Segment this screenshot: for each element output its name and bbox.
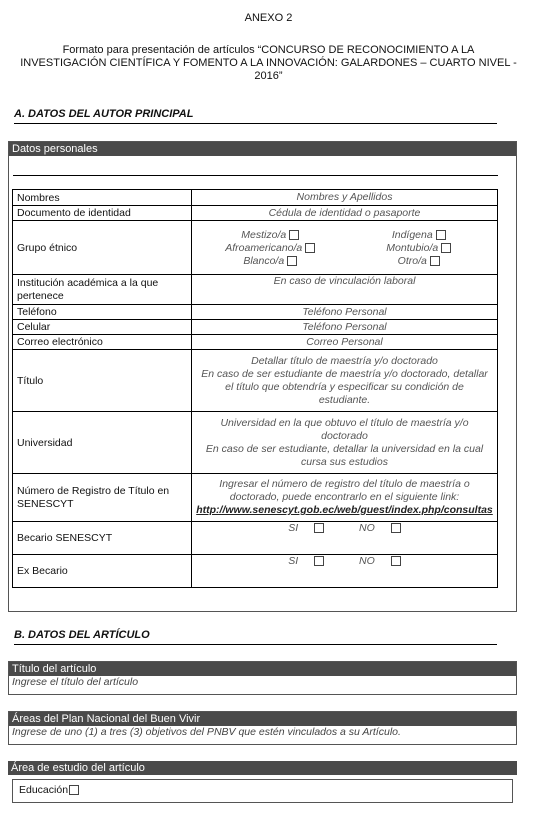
option-otro[interactable]: Otro/a [345,255,494,267]
field-registro[interactable]: Ingresar el número de registro del título de maestría o doctorado, puede encontrarlo en el siguiente link: http://www.senescyt.gob.ec/web/guest/index.php/consultas [192,474,498,522]
label-celular: Celular [13,320,192,335]
senescyt-link[interactable]: http://www.senescyt.gob.ec/web/guest/index.php/consultas [196,504,493,516]
study-area-field [12,779,513,803]
field-telefono[interactable]: Teléfono Personal [192,305,498,320]
personal-data-table [12,175,498,588]
section-b-heading: B. DATOS DEL ARTÍCULO [14,629,150,641]
field-celular[interactable]: Teléfono Personal [192,320,498,335]
checkbox-icon[interactable] [391,523,401,533]
label-documento: Documento de identidad [13,206,192,221]
section-a-rule [14,123,497,124]
label-registro: Número de Registro de Título en SENESCYT [13,474,192,522]
checkbox-icon[interactable] [314,556,324,566]
checkbox-icon[interactable] [287,256,297,266]
checkbox-icon[interactable] [289,230,299,240]
pnbv-areas-panel [8,711,517,745]
article-title-input[interactable]: Ingrese el título del artículo [12,676,139,688]
checkbox-icon[interactable] [391,556,401,566]
section-a-heading: A. DATOS DEL AUTOR PRINCIPAL [14,108,194,120]
field-titulo[interactable]: Detallar título de maestría y/o doctorado En caso de ser estudiante de maestría y/o doctorado, detallar el título que obtendría y especificar su condición de estudiante. [192,350,498,412]
field-institucion[interactable]: En caso de vinculación laboral [192,275,498,305]
intro-line-3: 2016” [254,70,283,82]
intro-text [10,44,527,83]
article-title-panel [8,661,517,695]
study-area-panel [8,761,517,807]
label-titulo: Título [13,350,192,412]
field-exbecario [192,555,498,588]
checkbox-icon[interactable] [430,256,440,266]
label-correo: Correo electrónico [13,335,192,350]
option-exbecario-si[interactable]: SI [280,555,332,567]
pnbv-areas-input[interactable]: Ingrese de uno (1) a tres (3) objetivos del PNBV que estén vinculados a su Artículo. [12,726,401,738]
option-blanco[interactable]: Blanco/a [196,255,345,267]
checkbox-icon[interactable] [69,785,79,795]
study-area-header: Área de estudio del artículo [8,761,517,775]
field-becario [192,522,498,555]
option-becario-no[interactable]: NO [351,522,409,534]
checkbox-icon[interactable] [305,243,315,253]
checkbox-icon[interactable] [441,243,451,253]
field-correo[interactable]: Correo Personal [192,335,498,350]
personal-data-header: Datos personales [9,142,516,156]
option-educacion[interactable]: Educación [19,784,79,796]
label-telefono: Teléfono [13,305,192,320]
checkbox-icon[interactable] [314,523,324,533]
label-becario: Becario SENESCYT [13,522,192,555]
option-montubio[interactable]: Montubio/a [345,242,494,254]
label-universidad: Universidad [13,412,192,474]
section-b-rule [14,644,497,645]
label-grupo-etnico: Grupo étnico [13,221,192,275]
option-indigena[interactable]: Indígena [345,229,494,241]
label-nombres: Nombres [13,190,192,206]
field-documento[interactable]: Cédula de identidad o pasaporte [192,206,498,221]
option-afroamericano[interactable]: Afroamericano/a [196,242,345,254]
label-exbecario: Ex Becario [13,555,192,588]
field-universidad[interactable]: Universidad en la que obtuvo el título de maestría y/o doctorado En caso de ser estudiante, detallar la universidad en la cual cursa sus estudios [192,412,498,474]
intro-line-2: INVESTIGACIÓN CIENTÍFICA Y FOMENTO A LA INNOVACIÓN: GALARDONES – CUARTO NIVEL - [20,57,517,69]
article-title-header: Título del artículo [9,662,516,676]
pnbv-areas-header: Áreas del Plan Nacional del Buen Vivir [9,712,516,726]
field-grupo-etnico [192,221,498,275]
option-exbecario-no[interactable]: NO [351,555,409,567]
option-mestizo[interactable]: Mestizo/a [196,229,345,241]
option-becario-si[interactable]: SI [280,522,332,534]
annex-title: ANEXO 2 [244,12,293,24]
intro-line-1: Formato para presentación de artículos “CONCURSO DE RECONOCIMIENTO A LA [62,44,475,56]
label-institucion: Institución académica a la que pertenece [13,275,192,305]
field-nombres[interactable]: Nombres y Apellidos [192,190,498,206]
checkbox-icon[interactable] [436,230,446,240]
